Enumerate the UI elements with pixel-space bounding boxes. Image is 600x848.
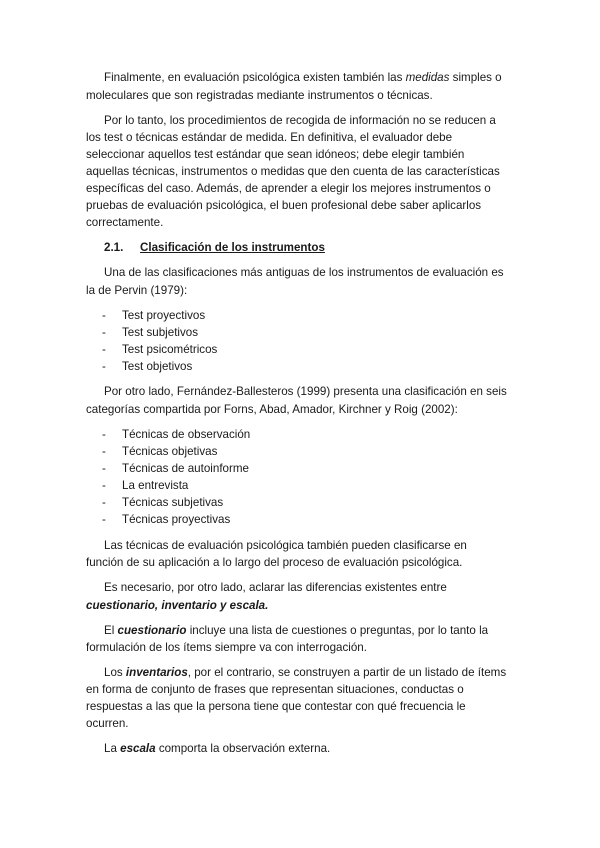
paragraph-1-line-2: moleculares que son registradas mediante instrumentos o técnicas. xyxy=(86,89,433,102)
list-item: Técnicas proyectivas xyxy=(122,513,231,526)
list-item: La entrevista xyxy=(122,479,189,492)
paragraph-8-line-2: en forma de conjunto de frases que representan situaciones, conductas o xyxy=(86,683,464,696)
paragraph-7-line-2: formulación de los ítems siempre va con interrogación. xyxy=(86,641,367,654)
section-number: 2.1. xyxy=(104,241,124,254)
paragraph-8-line-3: respuestas a las que la persona tiene que contestar con qué frecuencia le xyxy=(86,700,466,713)
emphasis: inventarios xyxy=(125,666,188,679)
text: La xyxy=(104,742,121,755)
list-bullet: - xyxy=(102,343,106,356)
paragraph-8-line-4: ocurren. xyxy=(86,717,129,730)
paragraph-2-line-5: específicas del caso. Además, de aprender a elegir los mejores instrumentos o xyxy=(86,182,491,195)
list-bullet: - xyxy=(102,326,106,339)
emphasis: escala xyxy=(120,742,156,755)
list-bullet: - xyxy=(102,513,106,526)
paragraph-4-line-1: Por otro lado, Fernández-Ballesteros (1999) presenta una clasificación en seis xyxy=(104,385,507,398)
emphasis: cuestionario, inventario y escala. xyxy=(86,599,269,612)
paragraph-2-line-4: aquellas técnicas, instrumentos o medidas que den cuenta de las características xyxy=(86,165,500,178)
paragraph-1-line-1 xyxy=(104,71,502,85)
list-bullet: - xyxy=(102,360,106,373)
list-item: Técnicas de autoinforme xyxy=(122,462,249,475)
list-bullet: - xyxy=(102,462,106,475)
text: , por el contrario, se construyen a partir de un listado de ítems xyxy=(187,666,507,679)
list-item: Test psicométricos xyxy=(122,343,218,356)
list-bullet: - xyxy=(102,445,106,458)
emphasis: cuestionario xyxy=(117,624,187,637)
paragraph-2-line-2: los test o técnicas estándar de medida. En definitiva, el evaluador debe xyxy=(86,131,453,144)
paragraph-2-line-7: correctamente. xyxy=(86,216,164,229)
paragraph-8-line-1 xyxy=(104,666,506,680)
list-item: Test proyectivos xyxy=(122,309,206,322)
paragraph-6-line-2 xyxy=(86,599,268,613)
list-item: Test objetivos xyxy=(122,360,193,373)
paragraph-5-line-1: Las técnicas de evaluación psicológica también pueden clasificarse en xyxy=(104,539,467,552)
paragraph-4-line-2: categorías compartida por Forns, Abad, Amador, Kirchner y Roig (2002): xyxy=(86,403,458,416)
paragraph-2-line-3: seleccionar aquellos test estándar que sean idóneos; debe elegir también xyxy=(86,148,465,161)
list-item: Técnicas de observación xyxy=(122,428,251,441)
text: comporta la observación externa. xyxy=(155,742,331,755)
paragraph-7-line-1 xyxy=(104,624,488,638)
emphasis: medidas xyxy=(405,71,450,84)
paragraph-9-line-1 xyxy=(104,742,330,756)
paragraph-2-line-1: Por lo tanto, los procedimientos de recogida de información no se reducen a xyxy=(104,114,496,127)
list-item: Técnicas subjetivas xyxy=(122,496,224,509)
section-title: Clasificación de los instrumentos xyxy=(140,241,325,254)
text: Finalmente, en evaluación psicológica existen también las xyxy=(104,71,406,84)
list-item: Técnicas objetivas xyxy=(122,445,218,458)
paragraph-3-line-2: la de Pervin (1979): xyxy=(86,284,188,297)
paragraph-5-line-2: función de su aplicación a lo largo del proceso de evaluación psicológica. xyxy=(86,556,463,569)
text: incluye una lista de cuestiones o preguntas, por lo tanto la xyxy=(186,624,489,637)
text: Los xyxy=(104,666,126,679)
list-bullet: - xyxy=(102,479,106,492)
text: simples o xyxy=(449,71,502,84)
paragraph-3-line-1: Una de las clasificaciones más antiguas de los instrumentos de evaluación es xyxy=(104,266,504,279)
list-bullet: - xyxy=(102,496,106,509)
text: El xyxy=(104,624,118,637)
paragraph-2-line-6: pruebas de evaluación psicológica, el buen profesional debe saber aplicarlos xyxy=(86,199,482,212)
paragraph-6-line-1: Es necesario, por otro lado, aclarar las diferencias existentes entre xyxy=(104,581,447,594)
list-item: Test subjetivos xyxy=(122,326,199,339)
list-bullet: - xyxy=(102,309,106,322)
list-bullet: - xyxy=(102,428,106,441)
